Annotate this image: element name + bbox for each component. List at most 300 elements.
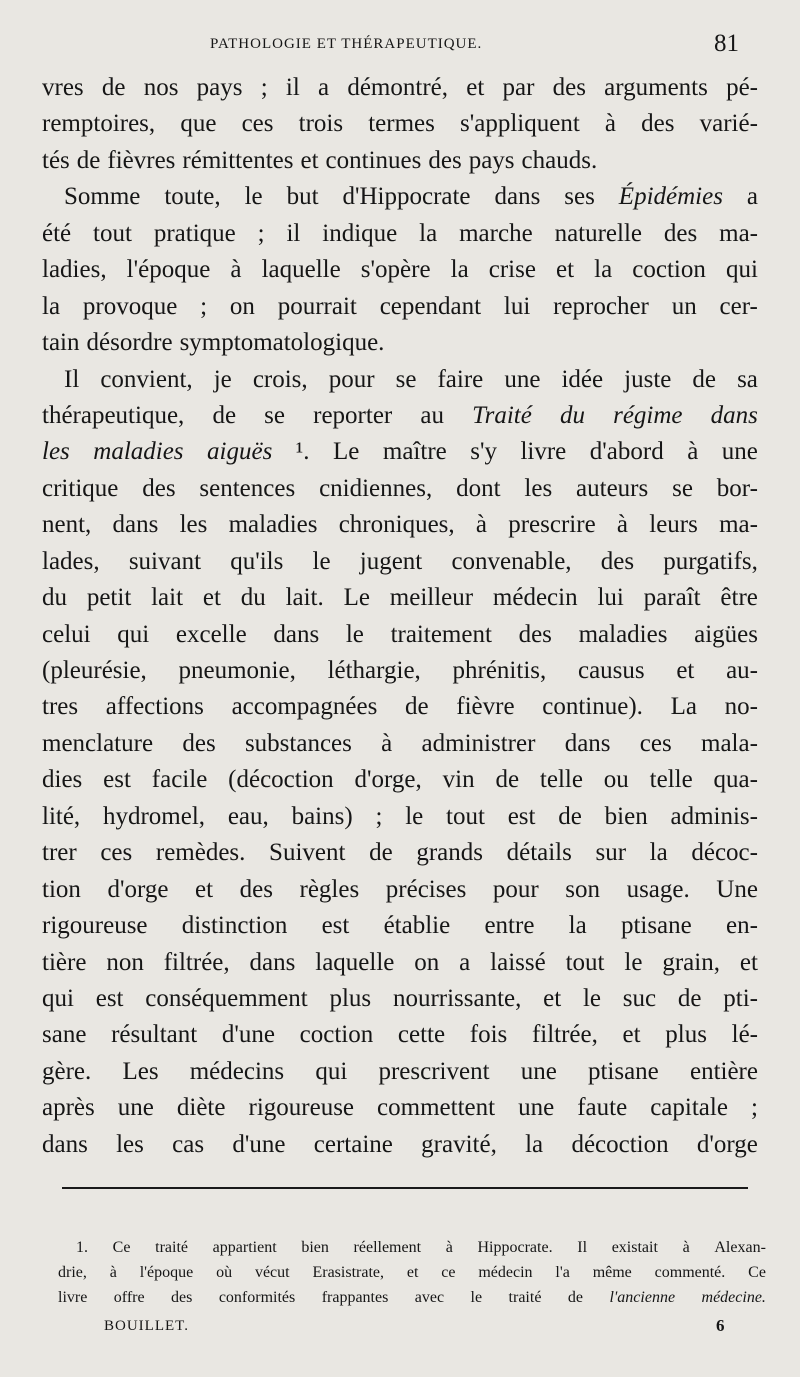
- word: nent,: [42, 511, 92, 539]
- word: naturelle: [554, 219, 643, 247]
- word: bien: [604, 802, 648, 830]
- page-number: 81: [714, 30, 739, 57]
- word: des: [663, 219, 698, 247]
- word: grain,: [662, 948, 720, 976]
- paragraph-line: [42, 726, 758, 762]
- word: lait: [151, 584, 184, 612]
- word: offre: [113, 1289, 145, 1306]
- word: l'a: [555, 1264, 570, 1281]
- word: pour: [328, 365, 375, 393]
- word: juste: [624, 365, 672, 393]
- paragraph-line: [42, 981, 758, 1017]
- word: le: [624, 948, 643, 976]
- word: résultant: [111, 1021, 198, 1049]
- word: convenable,: [451, 547, 572, 575]
- word: fois: [469, 1021, 508, 1049]
- word: purgatifs,: [663, 547, 758, 575]
- word: conséquemment: [145, 984, 308, 1012]
- word: celui: [42, 620, 91, 648]
- word: de: [495, 766, 520, 794]
- word: qua-: [713, 766, 758, 794]
- word: dans: [112, 511, 159, 539]
- word: à: [381, 729, 393, 757]
- word: d'Hippocrate: [342, 183, 471, 211]
- word: des: [182, 729, 216, 757]
- paragraph-line: [42, 799, 758, 835]
- word: rigoureuse: [42, 912, 148, 940]
- word: la: [568, 912, 587, 940]
- word: certaine: [313, 1130, 393, 1158]
- paragraph-line: [42, 471, 758, 507]
- word: et: [202, 584, 221, 612]
- word: qu'ils: [230, 547, 284, 575]
- word: remptoires,: [42, 110, 156, 138]
- paragraph-line: [42, 653, 758, 689]
- word: rémittentes: [182, 146, 294, 174]
- word: cer-: [719, 292, 758, 320]
- word: prescrivent: [378, 1057, 490, 1085]
- paragraph-line: [42, 945, 758, 981]
- word: se: [395, 365, 417, 393]
- word: des: [641, 110, 675, 138]
- word: grands: [416, 839, 483, 867]
- word: accompagnées: [231, 693, 378, 721]
- word: lui: [597, 584, 624, 612]
- word: du: [42, 584, 67, 612]
- word: continue).: [542, 693, 643, 721]
- word: Somme: [64, 183, 141, 211]
- word: précises: [385, 875, 467, 903]
- word: les: [116, 1130, 144, 1158]
- word: est: [321, 912, 350, 940]
- word: et: [622, 1021, 641, 1049]
- word: à: [682, 1239, 690, 1256]
- word: être: [720, 584, 758, 612]
- word: à: [604, 110, 617, 138]
- word: sa: [737, 365, 758, 393]
- word: démontré,: [347, 74, 448, 101]
- word: prescrire: [508, 511, 596, 539]
- word: bien: [301, 1239, 329, 1256]
- word: commenté.: [654, 1264, 726, 1281]
- word: ladies,: [42, 256, 107, 284]
- word: entière: [689, 1057, 758, 1085]
- word: Les: [122, 1057, 159, 1085]
- word: commettent: [377, 1094, 496, 1122]
- word: toute,: [164, 183, 221, 211]
- word: entre: [484, 912, 535, 940]
- word: une: [721, 438, 758, 466]
- word: thérapeutique,: [42, 401, 185, 429]
- word: la: [525, 1130, 544, 1158]
- word: auteurs: [576, 474, 649, 502]
- word: provoque: [82, 292, 178, 320]
- word: sur: [595, 839, 627, 867]
- footnotes: [58, 1235, 766, 1310]
- word: lait.: [285, 584, 324, 612]
- word: indique: [322, 219, 398, 247]
- word: et: [195, 875, 214, 903]
- word: continues: [325, 146, 422, 174]
- word: maladies: [578, 620, 668, 648]
- word: a: [746, 183, 758, 211]
- word: se: [264, 401, 285, 429]
- word: lité,: [42, 802, 81, 830]
- word: Le: [343, 584, 370, 612]
- word: crise: [488, 256, 536, 284]
- paragraph-line: [42, 580, 758, 616]
- word: lades,: [42, 547, 100, 575]
- word: Une: [716, 875, 758, 903]
- word: qui: [117, 620, 150, 648]
- word: la: [649, 839, 668, 867]
- word: en-: [726, 912, 758, 940]
- word: (pleurésie,: [42, 657, 147, 684]
- word: Il: [577, 1239, 588, 1256]
- word: où: [216, 1264, 233, 1281]
- word: meilleur: [389, 584, 474, 612]
- word: règles: [299, 875, 360, 903]
- paragraph-line: [42, 216, 758, 252]
- word: Traité: [472, 401, 532, 429]
- word: ma-: [719, 511, 758, 539]
- word: rigoureuse: [248, 1094, 355, 1122]
- word: de: [405, 693, 429, 721]
- word: une: [518, 1094, 555, 1122]
- word: réellement: [353, 1239, 422, 1256]
- word: reporter: [313, 401, 393, 429]
- word: tière: [42, 948, 87, 976]
- word: varié-: [699, 110, 758, 138]
- word: diète: [176, 1094, 226, 1122]
- word: paraît: [643, 584, 701, 612]
- word: tout: [565, 948, 605, 976]
- word: ma-: [719, 219, 758, 247]
- word: s'opère: [360, 256, 431, 284]
- word: vres: [42, 74, 84, 101]
- footnote-rule: [62, 1187, 748, 1189]
- word: le: [470, 1289, 483, 1306]
- word: plus: [665, 1021, 707, 1049]
- word: ptisane: [620, 912, 692, 940]
- word: par: [502, 74, 535, 101]
- word: après: [42, 1094, 95, 1122]
- word: eau,: [227, 802, 269, 830]
- word: tion: [42, 875, 81, 903]
- word: maladies: [228, 511, 318, 539]
- word: décoc-: [691, 839, 758, 867]
- word: Le: [333, 438, 360, 466]
- word: traitement: [390, 620, 492, 648]
- word: au-: [726, 657, 758, 684]
- word: tout: [93, 219, 132, 247]
- paragraph-line: [42, 70, 758, 106]
- word: tés: [42, 146, 70, 174]
- paragraph-line: [42, 1054, 758, 1090]
- word: traité: [508, 1289, 542, 1306]
- word: et: [676, 657, 695, 684]
- word: petit: [86, 584, 132, 612]
- word: ptisane: [587, 1057, 659, 1085]
- word: a: [459, 948, 471, 976]
- paragraph-line: [42, 434, 758, 470]
- paragraph-line: [42, 872, 758, 908]
- word: drie,: [58, 1264, 87, 1281]
- word: le: [312, 547, 331, 575]
- word: le: [244, 183, 263, 211]
- word: qui: [725, 256, 758, 284]
- word: et: [406, 1264, 419, 1281]
- word: de: [567, 1289, 583, 1306]
- paragraph-line: [42, 325, 758, 361]
- word: la: [450, 256, 469, 284]
- word: bor-: [716, 474, 758, 502]
- word: adminis-: [670, 802, 758, 830]
- word: d'une: [232, 1130, 286, 1158]
- word: La: [670, 693, 697, 721]
- word: même: [592, 1264, 632, 1281]
- word: sentences: [199, 474, 296, 502]
- word: l'époque: [126, 256, 211, 284]
- word: a: [318, 74, 330, 101]
- word: à: [687, 438, 699, 466]
- word: sane: [42, 1021, 87, 1049]
- word: termes: [368, 110, 435, 138]
- word: pti-: [723, 984, 758, 1012]
- word: distinction: [181, 912, 288, 940]
- word: faute: [577, 1094, 628, 1122]
- word: les: [42, 438, 70, 466]
- word: vin: [442, 766, 475, 794]
- word: conformités: [218, 1289, 296, 1306]
- paragraph-line: [42, 908, 758, 944]
- word: ces: [639, 729, 672, 757]
- word: à: [230, 256, 242, 284]
- word: coction: [299, 1021, 374, 1049]
- word: de: [369, 839, 393, 867]
- word: ;: [750, 1094, 758, 1122]
- word: à: [475, 511, 487, 539]
- word: reprocher: [553, 292, 649, 320]
- paragraph-line: [42, 617, 758, 653]
- word: je: [213, 365, 232, 393]
- word: leurs: [649, 511, 698, 539]
- word: Épidémies: [618, 183, 723, 211]
- paragraph-line: [42, 143, 758, 179]
- word: traité: [155, 1239, 188, 1256]
- word: d'orge: [107, 875, 169, 903]
- word: des: [600, 547, 635, 575]
- signature-mark: BOUILLET.: [104, 1318, 189, 1334]
- word: crois,: [252, 365, 308, 393]
- word: pays: [468, 146, 515, 174]
- word: des: [518, 620, 552, 648]
- word: d'orge,: [354, 766, 422, 794]
- word: des: [239, 875, 273, 903]
- footnote-line: [58, 1260, 766, 1285]
- word: qui: [315, 1057, 348, 1085]
- word: ¹.: [295, 438, 310, 466]
- word: et: [466, 74, 485, 101]
- footnote-line: [58, 1235, 766, 1260]
- word: pays: [196, 74, 243, 101]
- word: gravité,: [421, 1130, 497, 1158]
- word: dont: [456, 474, 501, 502]
- word: aigües: [694, 620, 758, 648]
- word: le: [582, 984, 602, 1012]
- word: régime: [613, 401, 683, 429]
- word: ce: [441, 1264, 456, 1281]
- word: coction: [632, 256, 706, 284]
- paragraph-line: [42, 179, 758, 215]
- word: fièvre: [456, 693, 515, 721]
- running-title: PATHOLOGIE ET THÉRAPEUTIQUE.: [210, 36, 483, 52]
- word: dans: [42, 1130, 88, 1158]
- word: médecin: [492, 584, 578, 612]
- word: suivant: [128, 547, 202, 575]
- word: facile: [151, 766, 208, 794]
- word: pour: [492, 875, 539, 903]
- word: de: [101, 74, 126, 101]
- word: Ce: [748, 1264, 766, 1281]
- word: il: [286, 219, 301, 247]
- word: d'orge: [696, 1130, 758, 1158]
- word: pé-: [726, 74, 758, 101]
- paragraph-line: [42, 362, 758, 398]
- word: causus: [577, 657, 645, 684]
- word: bains): [291, 802, 353, 830]
- word: se: [672, 474, 693, 502]
- word: une: [117, 1094, 154, 1122]
- word: mala-: [701, 729, 758, 757]
- word: le: [405, 802, 424, 830]
- word: d'abord: [589, 438, 664, 466]
- word: l'ancienne: [609, 1289, 676, 1306]
- word: léthargie,: [327, 657, 421, 684]
- word: aiguës: [207, 438, 273, 466]
- word: ou: [603, 766, 629, 794]
- word: l'époque: [139, 1264, 194, 1281]
- word: et: [543, 984, 562, 1012]
- word: est: [507, 802, 536, 830]
- word: excelle: [175, 620, 247, 648]
- word: ;: [257, 219, 265, 247]
- word: filtrée,: [531, 1021, 598, 1049]
- word: dies: [42, 766, 83, 794]
- word: ;: [260, 74, 268, 101]
- body-text: [42, 70, 758, 1163]
- word: nos: [143, 74, 179, 101]
- word: menclature: [42, 729, 154, 757]
- word: affections: [105, 693, 204, 721]
- paragraph-line: [42, 1017, 758, 1053]
- word: les: [524, 474, 553, 502]
- paragraph-line: [42, 252, 758, 288]
- word: médecine.: [701, 1289, 766, 1306]
- word: lé-: [731, 1021, 758, 1049]
- word: usage.: [626, 875, 690, 903]
- word: dans: [710, 401, 758, 429]
- word: convient,: [100, 365, 193, 393]
- word: existait: [611, 1239, 658, 1256]
- word: dans: [494, 183, 541, 211]
- word: tres: [42, 693, 79, 721]
- word: Ce: [112, 1239, 131, 1256]
- word: jugent: [359, 547, 423, 575]
- word: s'appliquent: [460, 110, 580, 138]
- word: cnidiennes,: [319, 474, 433, 502]
- word: les: [179, 511, 208, 539]
- word: que: [180, 110, 217, 138]
- word: ces: [241, 110, 274, 138]
- word: administrer: [421, 729, 536, 757]
- word: (décoction: [228, 766, 334, 794]
- word: chauds.: [521, 146, 598, 174]
- word: avec: [414, 1289, 445, 1306]
- word: et: [300, 146, 319, 174]
- word: tain: [42, 329, 80, 357]
- word: laquelle: [261, 256, 341, 284]
- word: pneumonie,: [178, 657, 296, 684]
- word: critique: [42, 474, 119, 502]
- word: de: [76, 146, 101, 174]
- word: filtrée,: [163, 948, 230, 976]
- word: laquelle: [315, 948, 395, 976]
- word: ces: [100, 839, 133, 867]
- word: no-: [724, 693, 758, 721]
- word: des: [428, 146, 462, 174]
- word: faire: [437, 365, 484, 393]
- word: chroniques,: [338, 511, 455, 539]
- word: est: [103, 766, 131, 794]
- paragraph-line: [42, 106, 758, 142]
- word: une: [520, 1057, 557, 1085]
- word: médecin: [478, 1264, 533, 1281]
- word: appartient: [212, 1239, 277, 1256]
- word: dans: [249, 948, 296, 976]
- word: dans: [564, 729, 611, 757]
- word: lui: [503, 292, 531, 320]
- running-head: [0, 28, 800, 64]
- word: on: [229, 292, 255, 320]
- word: Il: [64, 365, 80, 393]
- word: à: [109, 1264, 117, 1281]
- paragraph-line: [42, 544, 758, 580]
- word: de: [212, 401, 237, 429]
- word: cette: [397, 1021, 446, 1049]
- word: marche: [459, 219, 533, 247]
- paragraph-line: [42, 689, 758, 725]
- word: substances: [244, 729, 352, 757]
- word: été: [42, 219, 72, 247]
- word: la: [419, 219, 438, 247]
- word: plus: [329, 984, 372, 1012]
- word: phrénitis,: [452, 657, 547, 684]
- word: non: [106, 948, 144, 976]
- word: ;: [200, 292, 208, 320]
- word: on: [414, 948, 440, 976]
- word: de: [677, 984, 702, 1012]
- word: Alexan-: [714, 1239, 766, 1256]
- word: ses: [564, 183, 595, 211]
- word: nourrissante,: [392, 984, 522, 1012]
- word: ;: [375, 802, 383, 830]
- word: but: [286, 183, 319, 211]
- word: hydromel,: [102, 802, 206, 830]
- paragraph-line: [42, 1127, 758, 1163]
- word: cependant: [379, 292, 482, 320]
- word: trois: [298, 110, 344, 138]
